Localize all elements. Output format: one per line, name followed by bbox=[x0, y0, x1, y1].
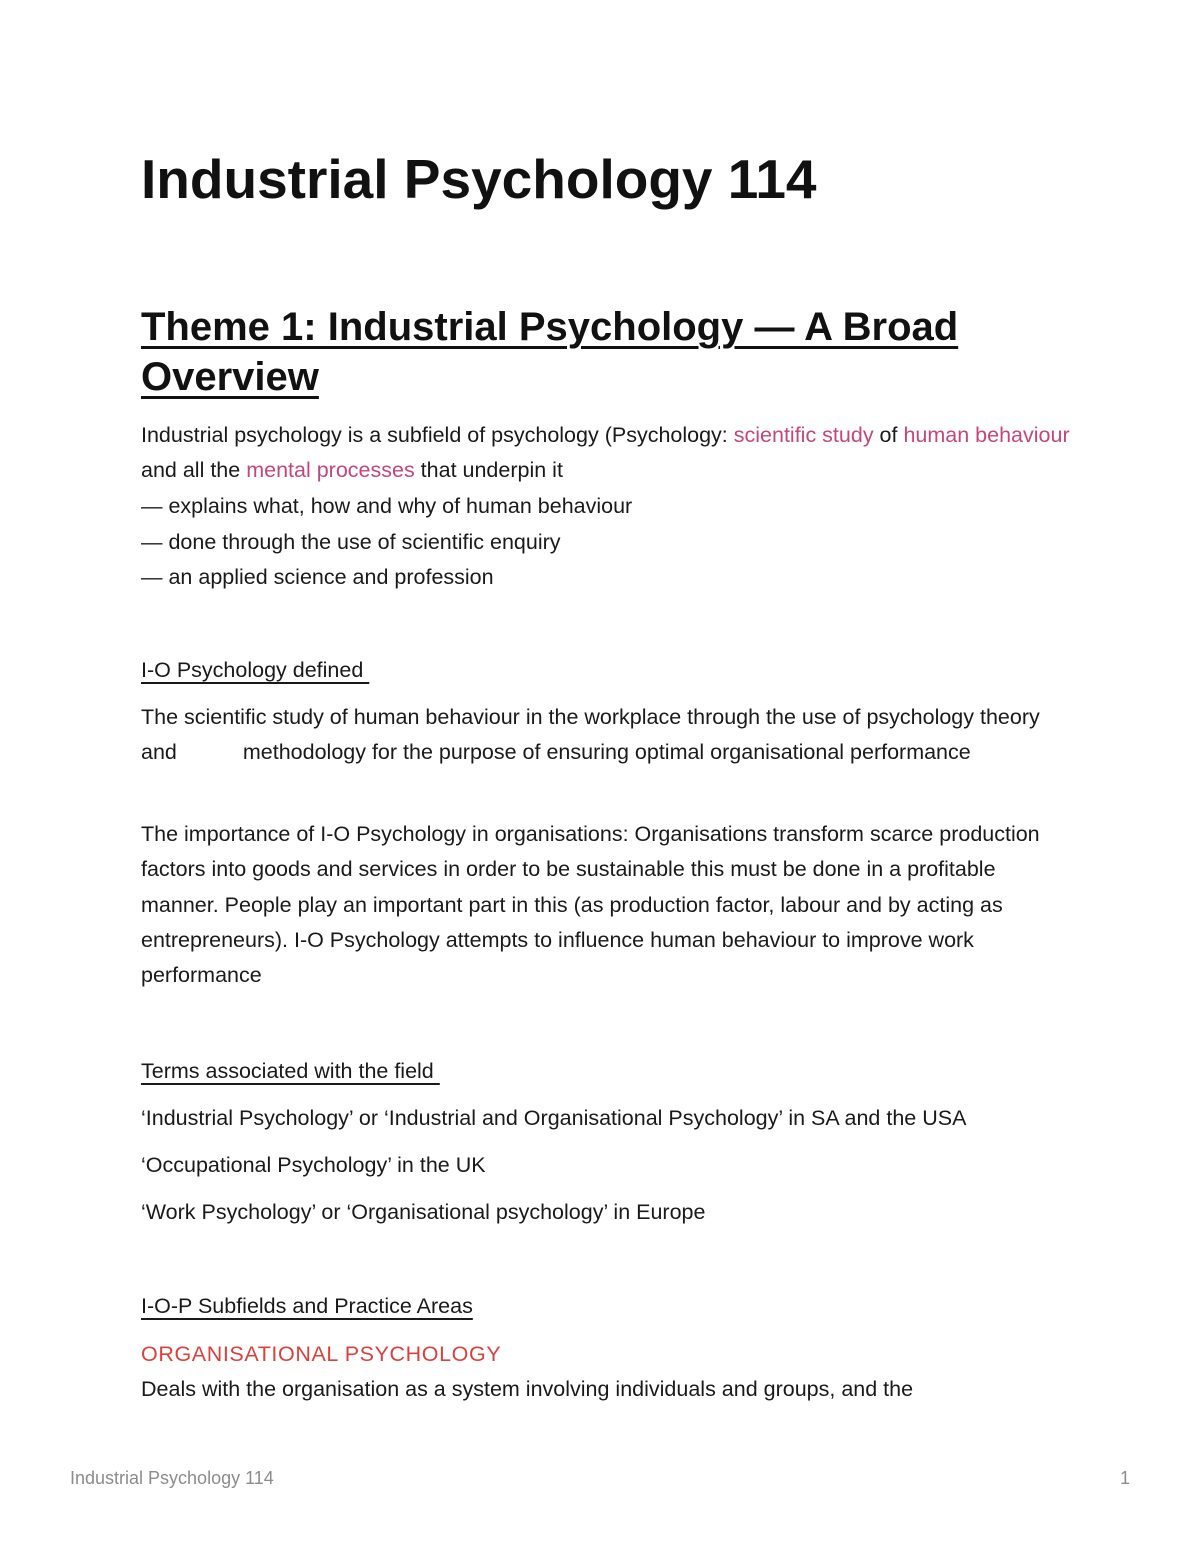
theme-heading-text: Theme 1: Industrial Psychology — A Broad Overview bbox=[141, 305, 959, 399]
io-definition-part-1: The scientific study of human behaviour in the workplace through the use of psychology theory and bbox=[141, 705, 1040, 765]
io-importance-paragraph: The importance of I-O Psychology in organisations: Organisations transform scarce production factors into goods and services in order to be sustainable this must be done in a profitable manner. People play an important part in this (as production factor, labour and by acting as entrepreneurs). I-O Psychology attempts to influence human behaviour to improve work performance bbox=[141, 822, 1040, 988]
highlight-scientific-study: scientific study bbox=[733, 423, 874, 447]
intro-paragraph bbox=[141, 418, 1071, 489]
io-definition-part-2: methodology for the purpose of ensuring optimal organisational performance bbox=[242, 740, 971, 765]
highlight-human-behaviour: human behaviour bbox=[903, 423, 1070, 447]
organisational-psychology-description: Deals with the organisation as a system involving individuals and groups, and the bbox=[141, 1377, 914, 1401]
section-label-organisational-psychology: ORGANISATIONAL PSYCHOLOGY bbox=[141, 1342, 502, 1366]
terms-item-1: ‘Industrial Psychology’ or ‘Industrial and Organisational Psychology’ in SA and the USA bbox=[141, 1106, 967, 1130]
intro-text-4: that underpin it bbox=[414, 458, 563, 483]
io-definition-paragraph bbox=[141, 700, 1071, 771]
footer-page-number: 1 bbox=[1119, 1468, 1130, 1488]
subfields-heading: I-O-P Subfields and Practice Areas bbox=[141, 1294, 473, 1318]
bullet-line-2: — done through the use of scientific enquiry bbox=[141, 530, 561, 554]
intro-text-2: of bbox=[873, 423, 904, 447]
intro-text-3: and all the bbox=[141, 458, 247, 483]
terms-heading: Terms associated with the field bbox=[141, 1059, 440, 1083]
document-title: Industrial Psychology 114 bbox=[141, 148, 817, 210]
bullet-line-1: — explains what, how and why of human behaviour bbox=[141, 494, 633, 518]
terms-item-3: ‘Work Psychology’ or ‘Organisational psychology’ in Europe bbox=[141, 1200, 706, 1224]
terms-item-2: ‘Occupational Psychology’ in the UK bbox=[141, 1153, 486, 1177]
intro-text-1: Industrial psychology is a subfield of psychology (Psychology: bbox=[141, 423, 734, 447]
footer-document-title: Industrial Psychology 114 bbox=[70, 1468, 274, 1488]
bullet-line-3: — an applied science and profession bbox=[141, 565, 494, 589]
io-defined-heading: I-O Psychology defined bbox=[141, 658, 370, 682]
highlight-mental-processes: mental processes bbox=[246, 458, 415, 483]
theme-heading bbox=[141, 302, 1101, 402]
